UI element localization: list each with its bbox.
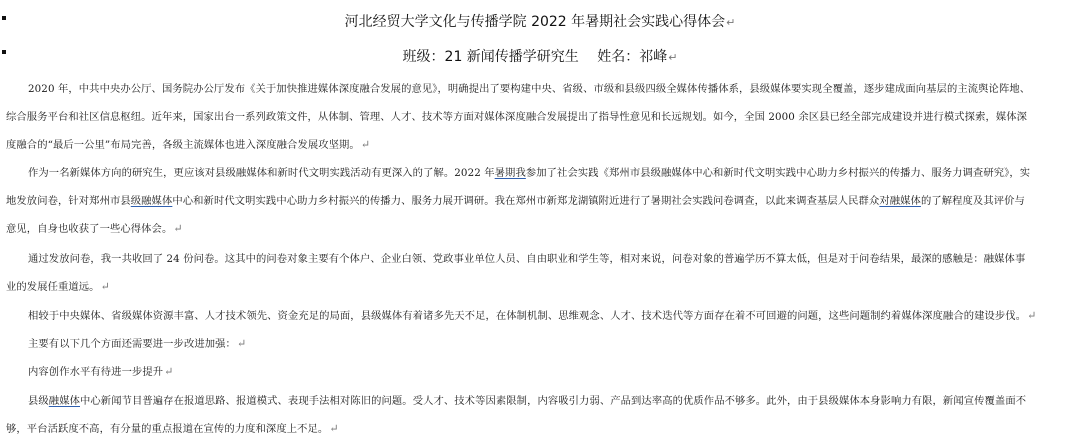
paragraph-2-line-2: 地发放问卷，针对郑州市县级融媒体中心和新时代文明实践中心助力乡村振兴的传播力、服务力展开调研。我在郑州市新郑龙湖镇附近进行了暑期社会实践问卷调查，以此来调查基层人民群众对融媒体的了解程度及其评价与 [6, 195, 1025, 207]
paragraph-6-line-1: 内容创作水平有待进一步提升↵ [28, 365, 174, 378]
paragraph-1-line-3: 度融合的“最后一公里”布局完善，各级主流媒体也进入深度融合发展攻坚期。↵ [6, 138, 371, 151]
paragraph-2-line-3: 意见，自身也收获了一些心得体会。↵ [6, 222, 183, 235]
paragraph-5-line-1: 主要有以下几个方面还需要进一步改进加强：↵ [28, 337, 247, 350]
spellcheck-underline: 暑期我 [494, 167, 526, 179]
spellcheck-underline: 融媒体 [48, 395, 80, 407]
spellcheck-underline: 对融媒体 [879, 195, 921, 207]
document-title: 河北经贸大学文化与传播学院 2022 年暑期社会实践心得体会↵ [344, 14, 736, 30]
paragraph-1-line-1: 2020 年，中共中央办公厅、国务院办公厅发布《关于加快推进媒体深度融合发展的意见》，明确提出了要构建中央、省级、市级和县级四级全媒体传播体系，县级媒体要实现全覆盖，逐步建成面向基层的主流舆论阵地、 [28, 83, 1031, 95]
document-subtitle: 班级：21 新闻传播学研究生 姓名：祁峰↵ [402, 49, 678, 65]
paragraph-4-line-1: 相较于中央媒体、省级媒体资源丰富、人才技术领先、资金充足的局面，县级媒体有着诸多先天不足，在体制机制、思维观念、人才、技术迭代等方面存在着不可回避的问题，这些问题制约着媒体深度融合的建设步伐。↵ [28, 309, 1037, 322]
paragraph-7-line-2: 够，平台活跃度不高，有分量的重点报道在宣传的力度和深度上不足。↵ [6, 422, 339, 435]
paragraph-1-line-2: 综合服务平台和社区信息枢纽。近年来，国家出台一系列政策文件，从体制、管理、人才、技术等方面对媒体深度融合发展提出了指导性意见和长远规划。如今，全国 2000 余区县已经全部完成建设并进行模式探索，媒体深 [6, 111, 1028, 123]
paragraph-3-line-2: 业的发展任重道远。↵ [6, 280, 110, 293]
paragraph-3-line-1: 通过发放问卷，我一共收回了 24 份问卷。这其中的问卷对象主要有个体户、企业白领、党政事业单位人员、自由职业和学生等，相对来说，问卷对象的普遍学历不算太低，但是对于问卷结果，最深的感触是：融媒体事 [28, 253, 1026, 265]
spellcheck-underline: 级融媒体 [130, 195, 173, 207]
paragraph-7-line-1: 县级融媒体中心新闻节目普遍存在报道思路、报道模式、表现手法相对陈旧的问题。受人才、技术等因素限制，内容吸引力弱、产品到达率高的优质作品不够多。此外，由于县级媒体本身影响力有限，新闻宣传覆盖面不 [28, 395, 1027, 407]
paragraph-2-line-1: 作为一名新媒体方向的研究生，更应该对县级融媒体和新时代文明实践活动有更深入的了解。2022 年暑期我参加了社会实践《郑州市县级融媒体中心和新时代文明实践中心助力乡村振兴的传播力、服务力调查研究》，实 [28, 167, 1031, 179]
